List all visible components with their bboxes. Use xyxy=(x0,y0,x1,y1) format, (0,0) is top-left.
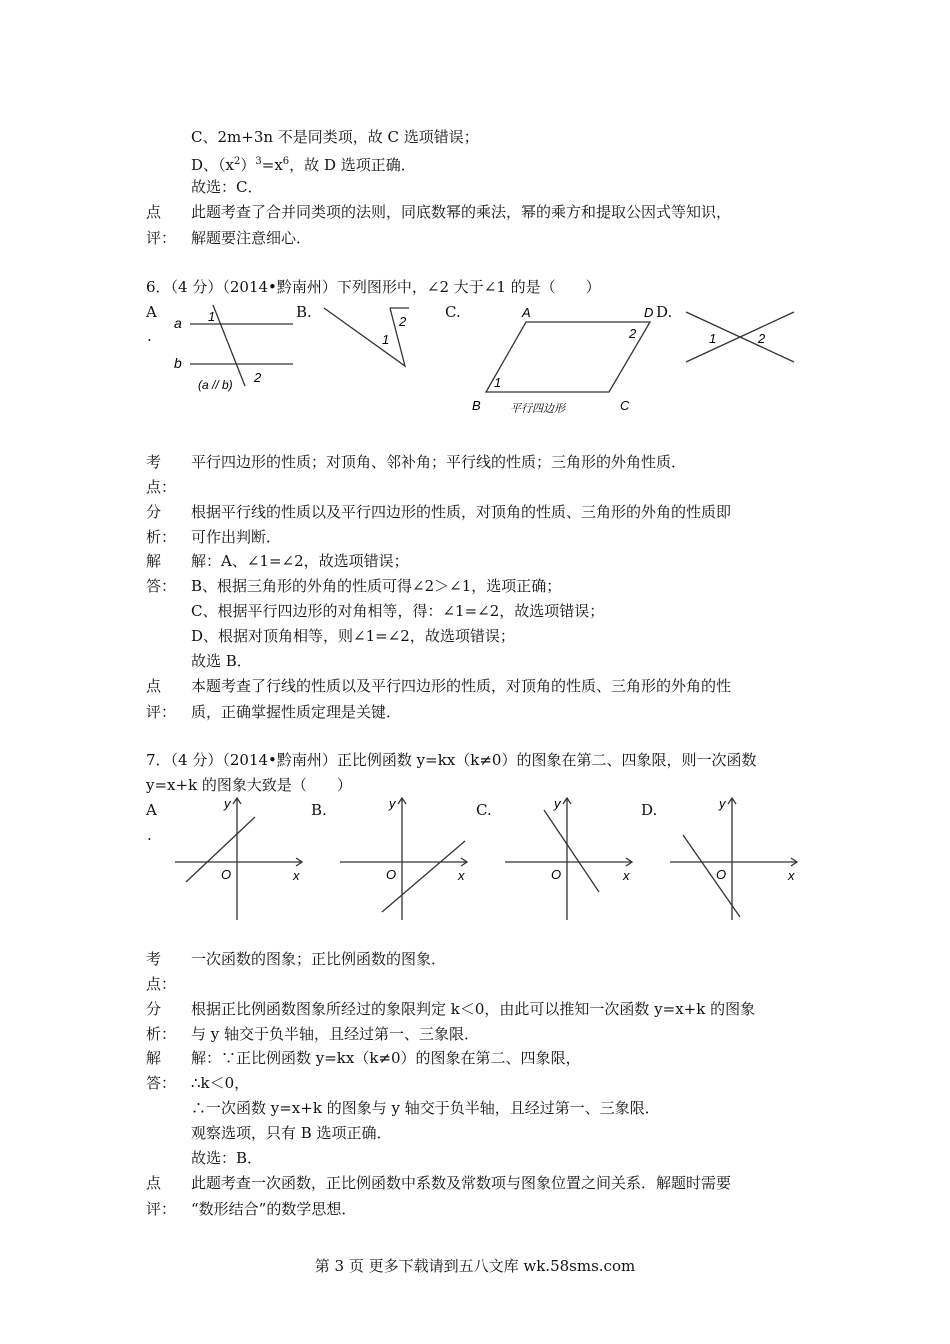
label-a: a xyxy=(174,315,182,331)
q5-comment-line: 解题要注意细心． xyxy=(191,229,312,247)
q6-option-b-label: B. xyxy=(296,303,312,321)
q7-graph-a xyxy=(172,792,312,922)
q6-answer-line: 故选 B． xyxy=(191,652,252,670)
q7-option-a-dot: . xyxy=(147,826,152,844)
kaodian-label: 考 xyxy=(146,453,162,471)
q7-option-b-label: B. xyxy=(311,801,327,819)
q5-choice: 故选：C． xyxy=(191,178,263,196)
dianping-label: 点 xyxy=(146,677,162,695)
dianping-label: 评： xyxy=(146,703,177,721)
q6-option-a-dot: . xyxy=(147,327,152,345)
jieda-label: 答： xyxy=(146,577,177,595)
dianping-label: 评： xyxy=(146,1200,177,1218)
parallelogram xyxy=(486,322,650,392)
q7-graph-c xyxy=(502,792,642,922)
q6-stem: 6．（4 分）（2014•黔南州）下列图形中，∠2 大于∠1 的是（ ） xyxy=(146,278,601,296)
option-c-explanation: C、2m+3n 不是同类项，故 C 选项错误； xyxy=(191,128,479,146)
fenxi-label: 分 xyxy=(146,1000,162,1018)
y-label: y xyxy=(224,796,231,811)
page-footer: 第 3 页 更多下载请到五八文库 wk.58sms.com xyxy=(314,1257,636,1275)
fenxi-label: 析： xyxy=(146,528,177,546)
q7-answer-line: 故选：B． xyxy=(191,1149,263,1167)
q7-graph-b xyxy=(337,792,477,922)
q6-option-a-label: A xyxy=(146,303,157,321)
q6-figure-d xyxy=(682,306,802,368)
q5-comment-line: 此题考查了合并同类项的法则，同底数幂的乘法，幂的乘方和提取公因式等知识， xyxy=(191,203,732,221)
fenxi-label: 分 xyxy=(146,503,162,521)
q6-comment-line: 本题考查了行线的性质以及平行四边形的性质，对顶角的性质、三角形的外角的性 xyxy=(191,677,732,695)
angle-2-label: 2 xyxy=(254,370,262,385)
q6-comment-line: 质，正确掌握性质定理是关键． xyxy=(191,703,402,721)
jieda-label: 答： xyxy=(146,1074,177,1092)
y-label: y xyxy=(389,796,396,811)
kaodian-label: 点： xyxy=(146,478,177,496)
angle-1-label: 1 xyxy=(709,331,717,346)
q7-stem-line: y=x+k 的图象大致是（ ） xyxy=(146,776,352,794)
origin-label: O xyxy=(551,867,562,882)
transversal xyxy=(213,305,245,386)
q7-analysis-line: 根据正比例函数图象所经过的象限判定 k＜0，由此可以推知一次函数 y=x+k 的图象 xyxy=(191,1000,756,1018)
q7-answer-line: 观察选项，只有 B 选项正确． xyxy=(191,1124,392,1142)
q7-answer-line: ∴一次函数 y=x+k 的图象与 y 轴交于负半轴，且经过第一、三象限． xyxy=(191,1099,660,1117)
kaodian-label: 点： xyxy=(146,975,177,993)
figure-caption: 平行四边形 xyxy=(510,403,565,415)
dianping-label: 点 xyxy=(146,1174,162,1192)
kaodian-label: 考 xyxy=(146,950,162,968)
x-label: x xyxy=(623,868,630,883)
q7-analysis-line: 与 y 轴交于负半轴，且经过第一、三象限． xyxy=(191,1025,480,1043)
vertex-c: C xyxy=(620,398,630,413)
vertex-a: A xyxy=(522,305,531,320)
fenxi-label: 析： xyxy=(146,1025,177,1043)
q7-option-d-label: D. xyxy=(641,801,658,819)
q7-option-c-label: C. xyxy=(476,801,492,819)
q6-figure-a xyxy=(168,300,298,400)
q6-option-d-label: D. xyxy=(656,303,673,321)
figure-caption: (a // b) xyxy=(198,378,233,392)
y-label: y xyxy=(719,796,726,811)
x-label: x xyxy=(458,868,465,883)
q6-answer-line: D、根据对顶角相等，则∠1=∠2，故选项错误； xyxy=(191,627,515,645)
q6-analysis-line: 根据平行线的性质以及平行四边形的性质，对顶角的性质、三角形的外角的性质即 xyxy=(191,503,732,521)
jieda-label: 解 xyxy=(146,552,162,570)
q7-kaodian: 一次函数的图象；正比例函数的图象． xyxy=(191,950,447,968)
q7-answer-line: ∴k＜0， xyxy=(191,1074,250,1092)
q7-graph-d xyxy=(667,792,807,922)
q6-figure-c xyxy=(468,300,678,420)
q7-comment-line: 此题考查一次函数，正比例函数中系数及常数项与图象位置之间关系．解题时需要 xyxy=(191,1174,732,1192)
x-label: x xyxy=(293,868,300,883)
jieda-label: 解 xyxy=(146,1049,162,1067)
x-label: x xyxy=(788,868,795,883)
comment-label: 评： xyxy=(146,229,177,247)
q6-answer-line: C、根据平行四边形的对角相等，得：∠1=∠2，故选项错误； xyxy=(191,602,605,620)
vertex-b: B xyxy=(472,398,481,413)
angle-2-label: 2 xyxy=(629,326,637,341)
origin-label: O xyxy=(386,867,397,882)
q6-kaodian: 平行四边形的性质；对顶角、邻补角；平行线的性质；三角形的外角性质． xyxy=(191,453,687,471)
label-b: b xyxy=(174,355,182,371)
q6-analysis-line: 可作出判断． xyxy=(191,528,282,546)
q6-option-c-label: C. xyxy=(445,303,461,321)
angle-1-label: 1 xyxy=(208,309,216,324)
vertex-d: D xyxy=(644,305,654,320)
triangle xyxy=(324,308,405,366)
angle-1-label: 1 xyxy=(382,332,390,347)
q6-figure-b xyxy=(320,300,420,370)
q6-answer-line: B、根据三角形的外角的性质可得∠2＞∠1，选项正确； xyxy=(191,577,562,595)
q7-option-a-label: A xyxy=(146,801,157,819)
origin-label: O xyxy=(716,867,727,882)
q7-answer-line: 解：∵正比例函数 y=kx（k≠0）的图象在第二、四象限， xyxy=(191,1049,581,1067)
comment-label: 点 xyxy=(146,203,162,221)
angle-1-label: 1 xyxy=(494,375,502,390)
angle-2-label: 2 xyxy=(399,314,407,329)
angle-2-label: 2 xyxy=(758,331,766,346)
q7-comment-line: “数形结合”的数学思想． xyxy=(191,1200,357,1218)
q6-answer-line: 解：A、∠1=∠2，故选项错误； xyxy=(191,552,409,570)
y-label: y xyxy=(554,796,561,811)
origin-label: O xyxy=(221,867,232,882)
option-d-explanation: D、$(x^2)^3=x^6$，故 D 选项正确． xyxy=(191,156,416,174)
q7-stem-line: 7．（4 分）（2014•黔南州）正比例函数 y=kx（k≠0）的图象在第二、四象限，则一次函数 xyxy=(146,751,757,769)
